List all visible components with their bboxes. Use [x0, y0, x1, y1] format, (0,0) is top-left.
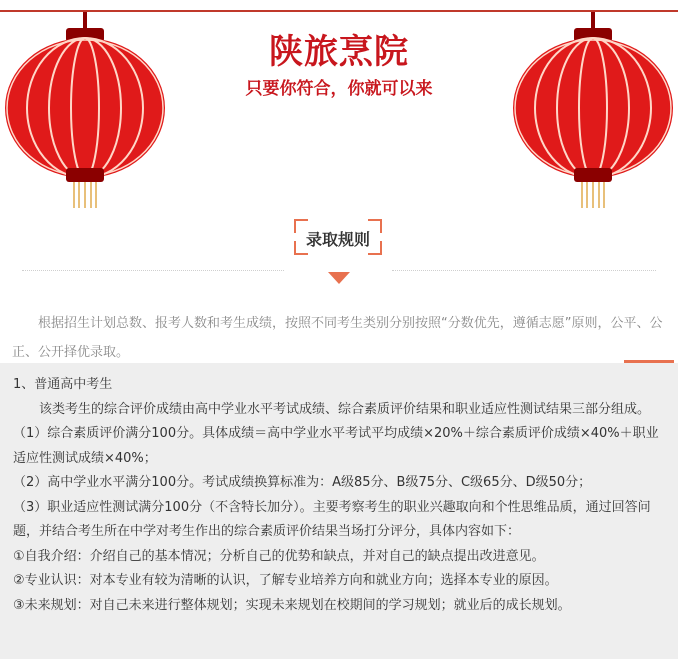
triangle-down-icon — [328, 272, 350, 284]
content-paragraph: 该类考生的综合评价成绩由高中学业水平考试成绩、综合素质评价结果和职业适应性测试结果三部分组成。 — [39, 401, 651, 417]
page-title: 陕旅烹院 — [269, 32, 409, 72]
rule-item: ①自我介绍：介绍自己的基本情况；分析自己的优势和缺点，并对自己的缺点提出改进意见。 — [13, 548, 545, 564]
rule-item: （1）综合素质评价满分100分。具体成绩＝高中学业水平考试平均成绩×20%＋综合素质评价成绩×40%＋职业适应性测试成绩×40%； — [13, 426, 659, 466]
section-title: 录取规则 — [305, 230, 370, 249]
panel-accent-bar — [624, 360, 674, 363]
rule-item: ③未来规划：对自己未来进行整体规划；实现未来规划在校期间的学习规划；就业后的成长规划。 — [13, 597, 571, 613]
rule-item: （3）职业适应性测试满分100分（不含特长加分）。主要考察考生的职业兴趣取向和个性思维品质，通过回答问题，并结合考生所在中学对考生作出的综合素质评价结果当场打分评分，具体内容如下： — [13, 499, 651, 539]
page-subtitle: 只要你符合，你就可以来 — [245, 79, 433, 99]
section-header — [294, 219, 382, 255]
content-heading: 1、普通高中考生 — [13, 377, 113, 392]
rules-content — [13, 373, 663, 618]
intro-paragraph: 根据招生计划总数、报考人数和考生成绩，按照不同考生类别分别按照“分数优先，遵循志愿”原则，公平、公正、公开择优录取。 — [12, 316, 663, 360]
divider-left — [22, 270, 284, 271]
divider-right — [392, 270, 656, 271]
rule-item: （2）高中学业水平满分100分。考试成绩换算标准为：A级85分、B级75分、C级65分、D级50分； — [13, 475, 592, 490]
rule-item: ②专业认识：对本专业有较为清晰的认识，了解专业培养方向和就业方向；选择本专业的原因。 — [13, 573, 558, 588]
